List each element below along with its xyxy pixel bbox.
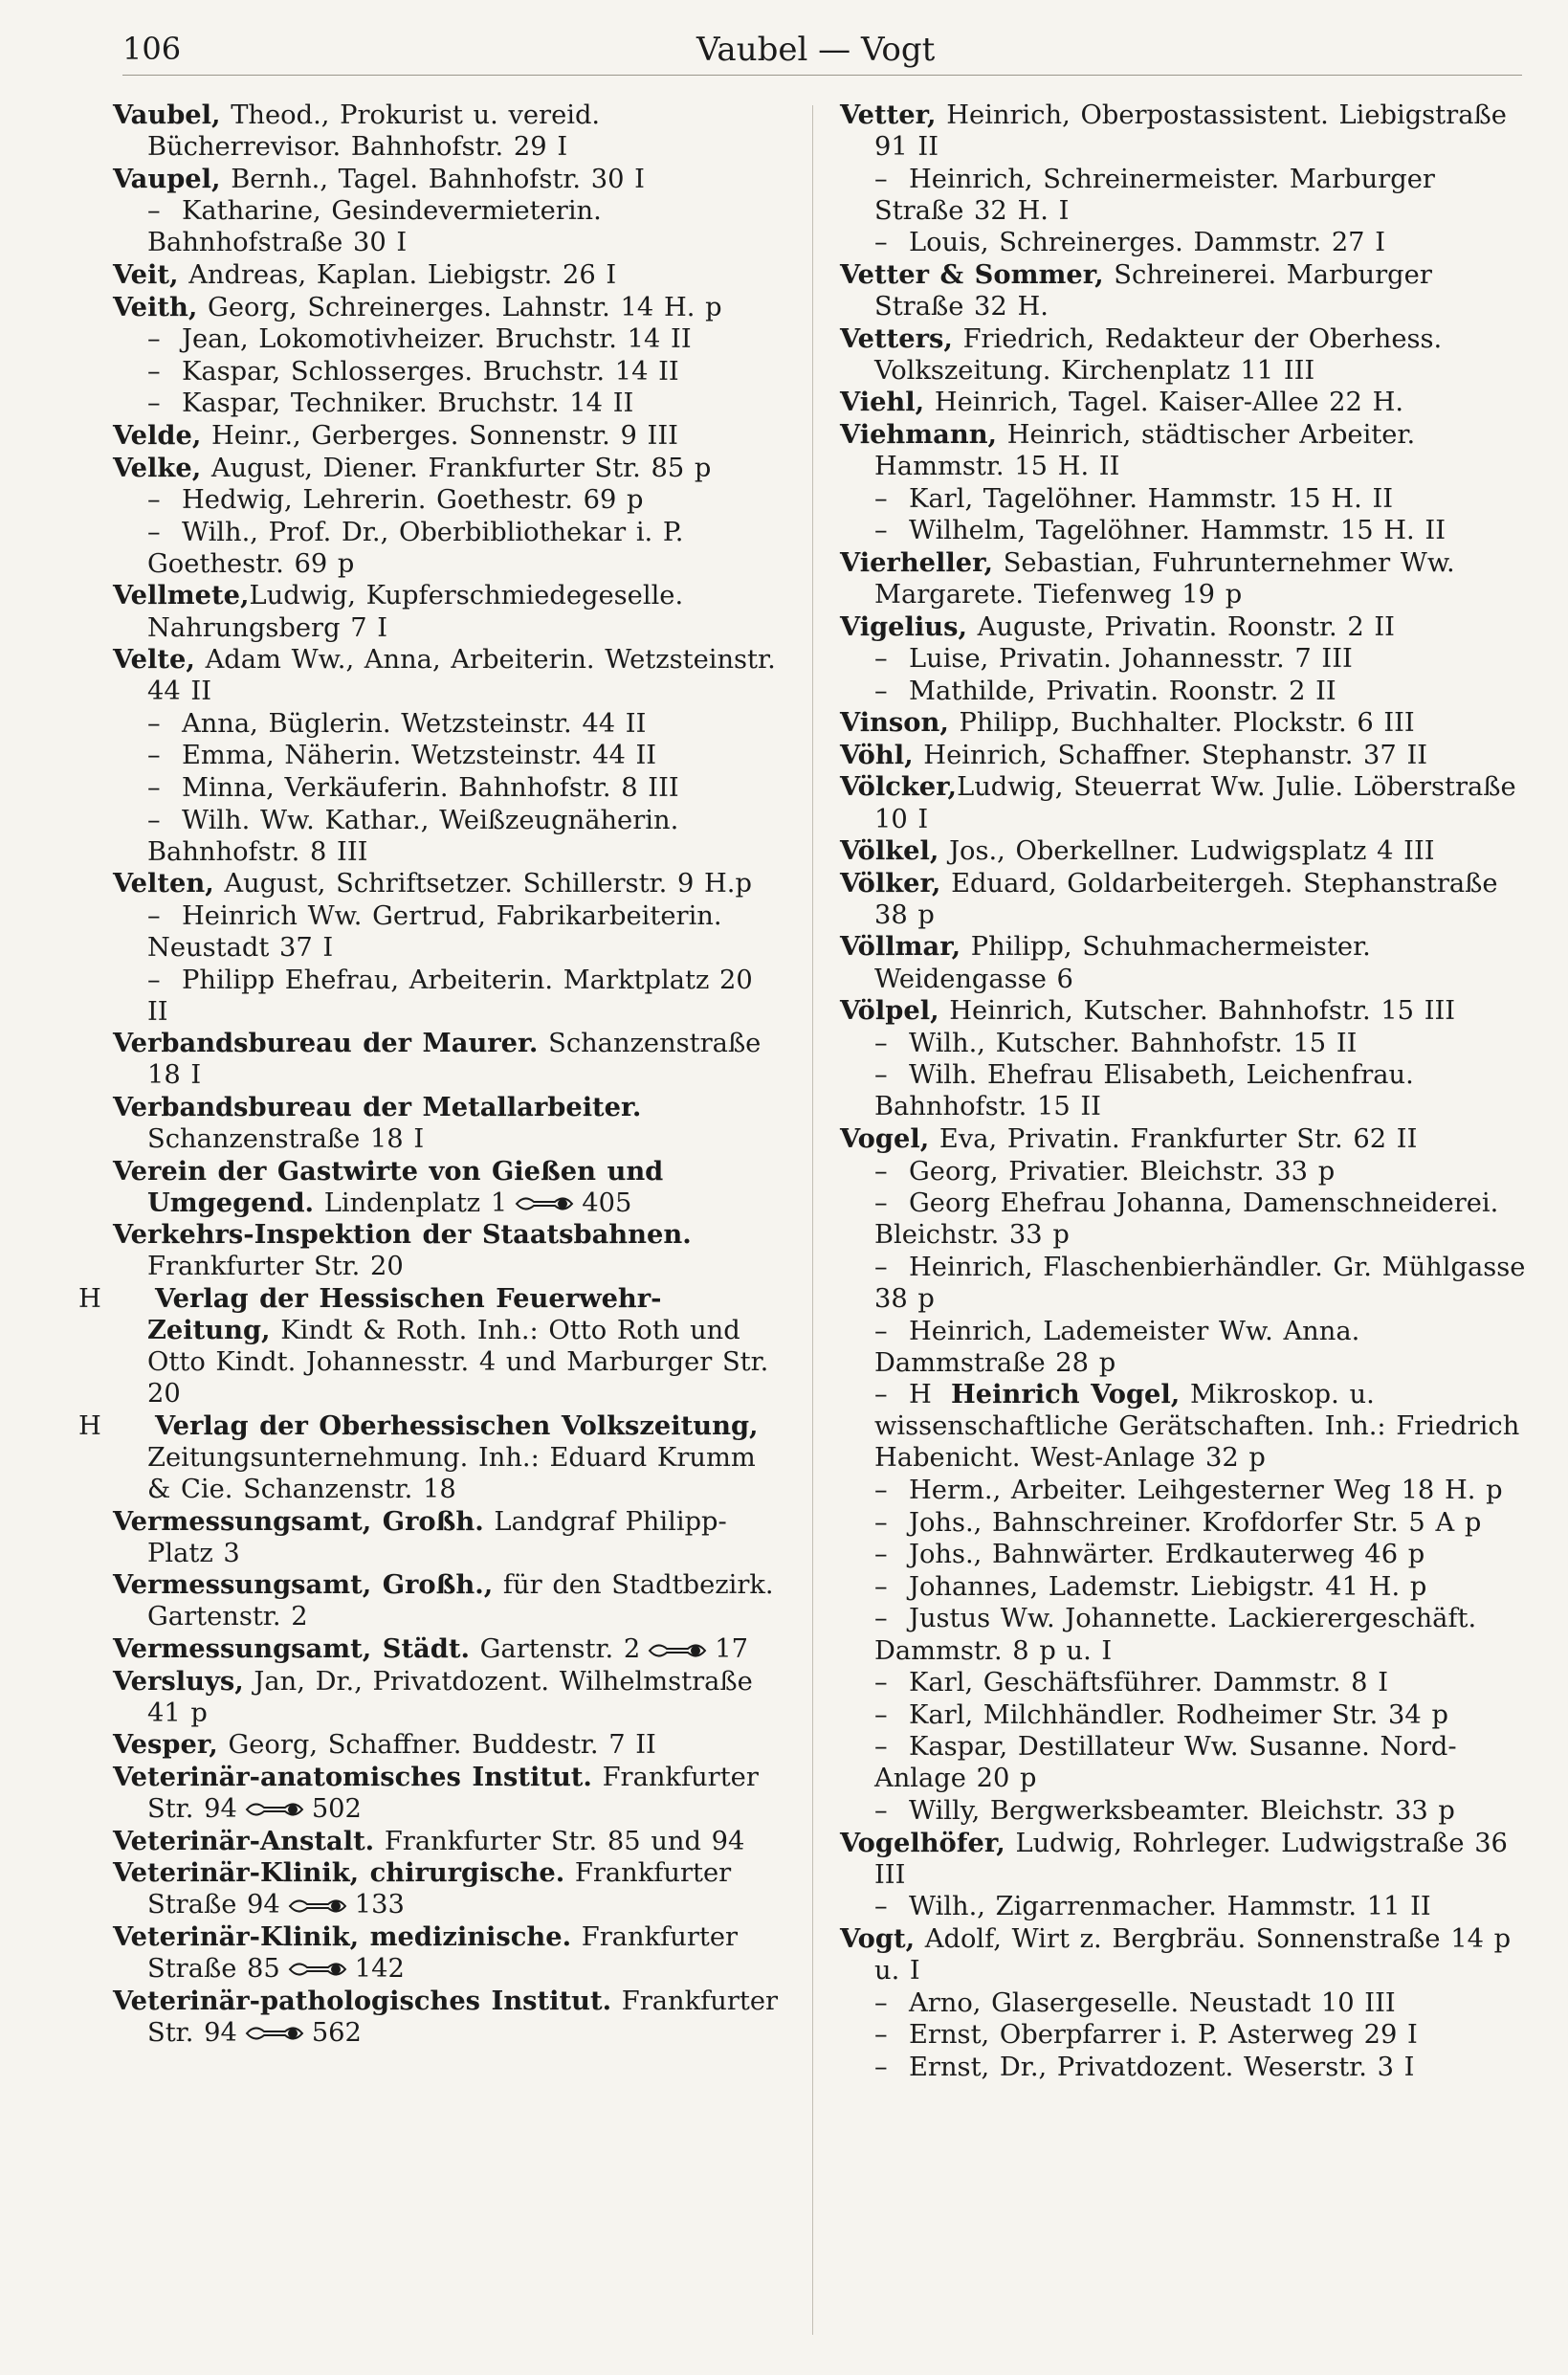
directory-entry (113, 1857, 783, 1920)
telephone-icon (515, 1195, 574, 1212)
ditto-dash: – (147, 900, 161, 931)
sub-entry (840, 1252, 1529, 1315)
entry-details: Landgraf Philipp-Platz 3 (147, 1506, 727, 1568)
entry-details: Frankfurter Str. 94 (147, 1986, 779, 2048)
sub-entry (840, 1475, 1529, 1506)
entry-details: Arno, Glasergeselle. Neustadt 10 III (909, 1987, 1396, 2018)
ditto-dash: – (147, 324, 161, 355)
sub-entry (113, 708, 783, 740)
entry-details: Adolf, Wirt z. Bergbräu. Sonnenstraße 14 p u. I (874, 1923, 1512, 1986)
entry-name: Velten, (113, 868, 214, 899)
entry-name: Vierheller, (840, 546, 994, 578)
entry-details: Wilh. Ww. Kathar., Weißzeugnäherin. Bahnhofstr. 8 III (147, 805, 679, 867)
h-marker: H (909, 1380, 932, 1410)
entry-details: Sebastian, Fuhrunternehmer Ww. Margarete. Tiefenweg 19 p (874, 547, 1455, 610)
directory-entry (840, 259, 1529, 322)
entry-name: Verbandsbureau der Metallarbeiter. (113, 1091, 642, 1122)
entry-name: Vogelhöfer, (840, 1827, 1005, 1858)
entry-name: Velte, (113, 644, 195, 676)
ditto-dash: – (874, 1987, 888, 2018)
entry-name: Vinson, (840, 707, 949, 739)
ditto-dash: – (147, 805, 161, 835)
entry-details: August, Diener. Frankfurter Str. 85 p (201, 453, 712, 483)
entry-details: Katharine, Gesindevermieterin. Bahnhofstraße 30 I (147, 196, 602, 258)
ditto-dash: – (874, 1156, 888, 1187)
entry-details: Georg, Schreinerges. Lahnstr. 14 H. p (197, 292, 722, 322)
entry-details: Lindenplatz 1 (314, 1188, 508, 1218)
directory-entry (113, 1826, 783, 1857)
column-divider (812, 105, 813, 2335)
sub-entry (840, 2052, 1529, 2083)
entry-name: Vermessungsamt, Großh. (113, 1505, 484, 1537)
entry-details: Hedwig, Lehrerin. Goethestr. 69 p (182, 485, 644, 516)
entry-details: Mathilde, Privatin. Roonstr. 2 II (909, 676, 1336, 706)
entry-details: Heinrich Ww. Gertrud, Fabrikarbeiterin. Neustadt 37 I (147, 900, 722, 963)
entry-details: Heinrich, städtischer Arbeiter. Hammstr. 15 H. II (874, 419, 1416, 482)
entry-details: Justus Ww. Johannette. Lackierergeschäft. Dammstr. 8 p u. I (874, 1604, 1477, 1666)
entry-name: Verbandsbureau der Maurer. (113, 1028, 539, 1059)
directory-entry (113, 1729, 783, 1761)
directory-entry (840, 419, 1529, 482)
directory-entry (840, 1923, 1529, 1987)
entry-name: Vigelius, (840, 610, 967, 642)
entry-details: Philipp Ehefrau, Arbeiterin. Marktplatz 20 II (147, 965, 753, 1027)
directory-entry (113, 1633, 783, 1665)
ditto-dash: – (874, 1604, 888, 1634)
ditto-dash: – (147, 708, 161, 739)
ditto-dash: – (147, 388, 161, 419)
ditto-dash: – (874, 1188, 888, 1219)
entry-details: Ernst, Oberpfarrer i. P. Asterweg 29 I (909, 2020, 1418, 2051)
left-column (78, 100, 783, 2339)
directory-entry (840, 1828, 1529, 1891)
entry-details: Minna, Verkäuferin. Bahnhofstr. 8 III (182, 772, 679, 803)
telephone-icon (245, 2025, 304, 2042)
directory-entry (840, 387, 1529, 418)
telephone-number: 142 (354, 1953, 405, 1984)
sub-entry (840, 1379, 1529, 1474)
ditto-dash: – (874, 1892, 888, 1922)
sub-entry (840, 1028, 1529, 1059)
entry-details: Louis, Schreinerges. Dammstr. 27 I (909, 228, 1386, 258)
entry-details: Ludwig, Kupferschmiedegeselle. Nahrungsberg 7 I (147, 581, 684, 643)
ditto-dash: – (874, 1795, 888, 1826)
right-column (840, 100, 1529, 2339)
sub-entry (840, 1156, 1529, 1188)
directory-entry (113, 580, 783, 643)
directory-entry (113, 420, 783, 452)
sub-entry (113, 772, 783, 804)
entry-name: Verlag der Oberhessischen Volkszeitung, (155, 1409, 759, 1441)
h-marker: H (78, 1283, 101, 1314)
entry-details: Johs., Bahnwärter. Erdkauterweg 46 p (909, 1540, 1425, 1570)
directory-entry (113, 644, 783, 707)
entry-details: Frankfurter Str. 20 (147, 1252, 404, 1282)
directory-entry (840, 707, 1529, 739)
ditto-dash: – (874, 1732, 888, 1763)
entry-details: Friedrich, Redakteur der Oberhess. Volkszeitung. Kirchenplatz 11 III (874, 323, 1443, 386)
ditto-dash: – (874, 1060, 888, 1091)
ditto-dash: – (874, 2020, 888, 2051)
entry-name: Vöhl, (840, 739, 914, 770)
directory-entry (113, 1092, 783, 1155)
entry-details: Jean, Lokomotivheizer. Bruchstr. 14 II (182, 324, 692, 355)
entry-details: für den Stadtbezirk. Gartenstr. 2 (147, 1570, 774, 1632)
sub-entry (840, 1539, 1529, 1570)
entry-details: Heinrich, Oberpostassistent. Liebigstraße 91 II (874, 100, 1507, 163)
telephone-number: 405 (582, 1188, 632, 1218)
ditto-dash: – (147, 517, 161, 547)
telephone-number: 17 (715, 1634, 748, 1664)
entry-name: Veterinär-Anstalt. (113, 1825, 375, 1856)
entry-name: Vogel, (840, 1123, 930, 1154)
entry-details: Anna, Büglerin. Wetzsteinstr. 44 II (182, 708, 647, 739)
directory-entry (113, 1506, 783, 1569)
telephone-number: 133 (354, 1890, 405, 1920)
entry-name: Vetters, (840, 322, 953, 354)
sub-entry (113, 388, 783, 419)
sub-entry (840, 1603, 1529, 1666)
ditto-dash: – (147, 741, 161, 771)
directory-entry (840, 611, 1529, 643)
sub-entry (840, 1795, 1529, 1827)
sub-entry (840, 1059, 1529, 1122)
entry-details: Karl, Tagelöhner. Hammstr. 15 H. II (909, 483, 1394, 514)
directory-entry (113, 100, 783, 163)
ditto-dash: – (874, 1252, 888, 1282)
entry-details: Philipp, Schuhmachermeister. Weidengasse 6 (874, 932, 1371, 994)
entry-details: Gartenstr. 2 (469, 1634, 641, 1664)
entry-name: Vermessungsamt, Städt. (113, 1633, 470, 1664)
entry-details: Frankfurter Str. 94 (147, 1762, 759, 1824)
telephone-icon (648, 1642, 707, 1659)
entry-details: Jos., Oberkellner. Ludwigsplatz 4 III (939, 836, 1435, 867)
entry-details: Willy, Bergwerksbeamter. Bleichstr. 33 p (909, 1795, 1455, 1826)
ditto-dash: – (147, 356, 161, 387)
entry-details: Schreinerei. Marburger Straße 32 H. (874, 259, 1432, 322)
entry-details: Philipp, Buchhalter. Plockstr. 6 III (948, 708, 1415, 739)
sub-entry (840, 515, 1529, 546)
sub-entry (113, 195, 783, 258)
telephone-number: 562 (311, 2017, 362, 2048)
entry-details: Mikroskop. u. wissenschaftliche Gerätschaften. Inh.: Friedrich Habenicht. West-Anlage 32 p (874, 1380, 1520, 1474)
entry-details: Jan, Dr., Privatdozent. Wilhelmstraße 41 p (147, 1666, 753, 1728)
entry-details: Adam Ww., Anna, Arbeiterin. Wetzsteinstr. 44 II (147, 645, 776, 707)
entry-name: Vogt, (840, 1922, 916, 1954)
entry-details: Georg Ehefrau Johanna, Damenschneiderei. Bleichstr. 33 p (874, 1188, 1499, 1251)
entry-details: Luise, Privatin. Johannesstr. 7 III (909, 644, 1353, 675)
entry-details: Heinr., Gerberges. Sonnenstr. 9 III (201, 420, 678, 451)
directory-entry (113, 1666, 783, 1729)
entry-name: Viehmann, (840, 418, 998, 450)
directory-entry (840, 547, 1529, 610)
ditto-dash: – (874, 1476, 888, 1506)
entry-name: Versluys, (113, 1665, 244, 1697)
entry-details: Ernst, Dr., Privatdozent. Weserstr. 3 I (909, 2052, 1415, 2082)
sub-entry (840, 643, 1529, 675)
sub-entry (113, 740, 783, 771)
entry-details: Wilh. Ehefrau Elisabeth, Leichenfrau. Bahnhofstr. 15 II (874, 1060, 1414, 1122)
entry-details: Zeitungsunternehmung. Inh.: Eduard Krumm & Cie. Schanzenstr. 18 (147, 1442, 756, 1505)
sub-entry (113, 805, 783, 868)
sub-entry (113, 965, 783, 1028)
entry-details: Eva, Privatin. Frankfurter Str. 62 II (929, 1124, 1418, 1154)
entry-details: Emma, Näherin. Wetzsteinstr. 44 II (182, 741, 657, 771)
entry-name: Völlmar, (840, 931, 961, 963)
directory-entry (840, 835, 1529, 867)
entry-name: Veterinär-anatomisches Institut. (113, 1761, 592, 1792)
entry-details: Eduard, Goldarbeitergeh. Stephanstraße 38 p (874, 868, 1498, 930)
sub-entry (840, 2019, 1529, 2051)
entry-name: Verlag der Hessischen Feuerwehr-Zeitung, (147, 1282, 662, 1346)
entry-name: Vellmete, (113, 580, 250, 611)
sub-entry (840, 676, 1529, 707)
sub-entry (840, 1987, 1529, 2019)
entry-details: Herm., Arbeiter. Leihgesterner Weg 18 H. p (909, 1476, 1503, 1506)
sub-entry (840, 483, 1529, 515)
entry-details: Kaspar, Techniker. Bruchstr. 14 II (182, 388, 634, 419)
directory-entry (113, 1219, 783, 1282)
entry-name: Veterinär-pathologisches Institut. (113, 1985, 612, 2016)
entry-details: Wilhelm, Tagelöhner. Hammstr. 15 H. II (909, 516, 1446, 546)
sub-entry (840, 1731, 1529, 1794)
entry-details: Schanzenstraße 18 I (147, 1124, 425, 1154)
entry-details: Johannes, Lademstr. Liebigstr. 41 H. p (909, 1571, 1427, 1602)
sub-entry (840, 1699, 1529, 1731)
directory-entry (840, 100, 1529, 163)
entry-name: Veterinär-Klinik, medizinische. (113, 1920, 572, 1952)
sub-entry (840, 1667, 1529, 1698)
directory-entry (840, 931, 1529, 994)
entry-details: Karl, Milchhändler. Rodheimer Str. 34 p (909, 1699, 1448, 1730)
entry-name: Veit, (113, 258, 179, 290)
entry-details: Wilh., Prof. Dr., Oberbibliothekar i. P. Goethestr. 69 p (147, 517, 684, 579)
entry-name: Vaubel, (113, 100, 221, 130)
entry-name: Völcker, (840, 771, 958, 803)
ditto-dash: – (874, 1380, 888, 1410)
entry-name: Velde, (113, 419, 202, 451)
directory-entry (113, 1986, 783, 2049)
entry-details: Kindt & Roth. Inh.: Otto Roth und Otto Kindt. Johannesstr. 4 und Marburger Str. 20 (147, 1316, 769, 1409)
ditto-dash: – (874, 1668, 888, 1698)
sub-entry (113, 356, 783, 388)
telephone-icon (245, 1801, 304, 1818)
entry-details: Wilh., Zigarrenmacher. Hammstr. 11 II (909, 1892, 1431, 1922)
entry-details: Ludwig, Rohrleger. Ludwigstraße 36 III (874, 1828, 1508, 1890)
entry-details: Andreas, Kaplan. Liebigstr. 26 I (178, 259, 617, 290)
entry-name: Veith, (113, 291, 198, 322)
entry-details: Heinrich, Tagel. Kaiser-Allee 22 H. (924, 388, 1404, 418)
entry-name: Veterinär-Klinik, chirurgische. (113, 1857, 565, 1889)
entry-name: Vetter, (840, 100, 937, 130)
ditto-dash: – (874, 644, 888, 675)
directory-entry (840, 323, 1529, 387)
entry-details: Karl, Geschäftsführer. Dammstr. 8 I (909, 1668, 1388, 1698)
entry-name: Völpel, (840, 995, 939, 1027)
entry-name: Viehl, (840, 387, 925, 418)
ditto-dash: – (874, 676, 888, 706)
entry-details: Johs., Bahnschreiner. Krofdorfer Str. 5 A p (909, 1507, 1482, 1538)
entry-name: Vaupel, (113, 163, 221, 194)
page-header (122, 27, 1522, 76)
telephone-icon (288, 1898, 347, 1915)
ditto-dash: – (874, 1028, 888, 1058)
page-number: 106 (122, 31, 182, 67)
entry-name: Velke, (113, 452, 202, 483)
entry-details: Frankfurter Straße 85 (147, 1921, 739, 1984)
entry-name: Verein der Gastwirte von Gießen und Umgegend. (113, 1155, 664, 1218)
directory-entry (113, 1569, 783, 1632)
ditto-dash: – (874, 483, 888, 514)
entry-details: Frankfurter Str. 85 und 94 (374, 1826, 745, 1856)
ditto-dash: – (147, 965, 161, 995)
entry-details: Ludwig, Steuerrat Ww. Julie. Löberstraße 10 I (874, 772, 1516, 834)
ditto-dash: – (147, 772, 161, 803)
entry-name: Verkehrs-Inspektion der Staatsbahnen. (113, 1219, 692, 1251)
directory-entry (78, 1409, 783, 1505)
ditto-dash: – (874, 1507, 888, 1538)
telephone-number: 502 (311, 1793, 362, 1824)
sub-entry (840, 1891, 1529, 1922)
entry-details: Heinrich, Flaschenbierhändler. Gr. Mühlgasse 38 p (874, 1252, 1526, 1314)
entry-details: Schanzenstraße 18 I (147, 1029, 762, 1091)
ditto-dash: – (874, 2052, 888, 2082)
ditto-dash: – (874, 1699, 888, 1730)
sub-entry (840, 1507, 1529, 1539)
entry-name: Vesper, (113, 1729, 218, 1761)
directory-entry (113, 259, 783, 291)
entry-details: August, Schriftsetzer. Schillerstr. 9 H.p (213, 869, 752, 899)
directory-entry (840, 1123, 1529, 1155)
directory-entry (840, 995, 1529, 1027)
sub-entry (840, 1316, 1529, 1379)
entry-details: Kaspar, Destillateur Ww. Susanne. Nord-Anlage 20 p (874, 1732, 1457, 1794)
sub-entry (840, 164, 1529, 227)
entry-details: Georg, Privatier. Bleichstr. 33 p (909, 1156, 1336, 1187)
entry-name: Vetter & Sommer, (840, 258, 1104, 290)
entry-name: Völker, (840, 867, 941, 899)
ditto-dash: – (874, 1316, 888, 1346)
sub-entry (113, 517, 783, 580)
directory-entry (113, 453, 783, 484)
directory-entry (78, 1282, 783, 1409)
entry-name: Völkel, (840, 835, 939, 867)
directory-entry (113, 1028, 783, 1091)
entry-details: Heinrich, Kutscher. Bahnhofstr. 15 III (939, 996, 1456, 1027)
directory-entry (840, 740, 1529, 771)
entry-details: Bernh., Tagel. Bahnhofstr. 30 I (220, 164, 645, 194)
ditto-dash: – (874, 516, 888, 546)
entry-details: Georg, Schaffner. Buddestr. 7 II (217, 1730, 656, 1761)
sub-entry (113, 484, 783, 516)
sub-entry (840, 1571, 1529, 1603)
directory-entry (113, 1762, 783, 1825)
entry-name: Heinrich Vogel, (951, 1379, 1181, 1410)
directory-entry (113, 1921, 783, 1985)
directory-entry (113, 164, 783, 195)
directory-entry (840, 868, 1529, 931)
entry-details: Theod., Prokurist u. vereid. Bücherrevisor. Bahnhofstr. 29 I (147, 100, 601, 163)
entry-details: Heinrich, Schaffner. Stephanstr. 37 II (913, 740, 1428, 770)
sub-entry (840, 1188, 1529, 1251)
directory-entry (113, 292, 783, 323)
sub-entry (113, 323, 783, 355)
ditto-dash: – (147, 196, 161, 227)
running-head: Vaubel — Vogt (696, 31, 936, 69)
ditto-dash: – (874, 228, 888, 258)
ditto-dash: – (874, 1540, 888, 1570)
telephone-icon (288, 1961, 347, 1978)
entry-details: Heinrich, Schreinermeister. Marburger Straße 32 H. I (874, 164, 1435, 226)
entry-details: Auguste, Privatin. Roonstr. 2 II (966, 611, 1395, 642)
directory-entry (113, 868, 783, 899)
entry-details: Heinrich, Lademeister Ww. Anna. Dammstraße 28 p (874, 1316, 1360, 1378)
h-marker: H (78, 1410, 101, 1441)
directory-entry (840, 771, 1529, 834)
entry-details: Kaspar, Schlosserges. Bruchstr. 14 II (182, 356, 679, 387)
sub-entry (113, 900, 783, 964)
entry-details: Frankfurter Straße 94 (147, 1858, 732, 1920)
ditto-dash: – (874, 164, 888, 194)
ditto-dash: – (147, 485, 161, 516)
entry-name: Vermessungsamt, Großh., (113, 1569, 494, 1601)
ditto-dash: – (874, 1571, 888, 1602)
sub-entry (840, 227, 1529, 258)
directory-entry (113, 1156, 783, 1219)
entry-details: Wilh., Kutscher. Bahnhofstr. 15 II (909, 1028, 1358, 1058)
